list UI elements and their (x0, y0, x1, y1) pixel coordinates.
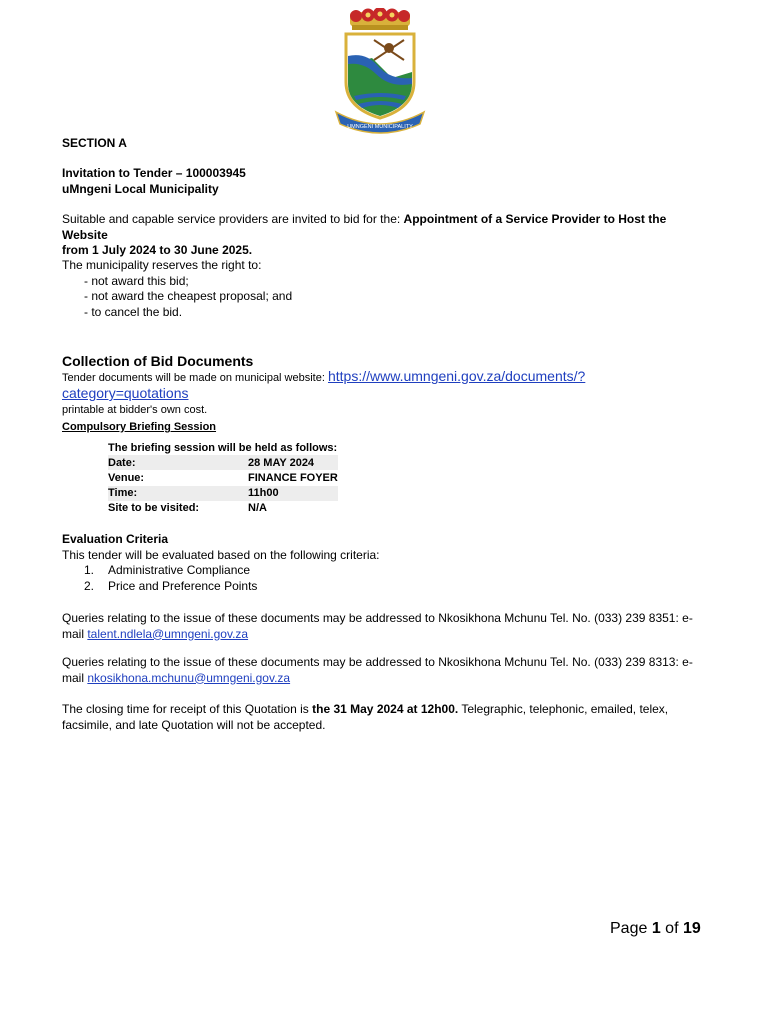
invitation-title: Invitation to Tender – 100003945 (62, 166, 246, 180)
reserves-lead: The municipality reserves the right to: (62, 258, 262, 272)
reserves-item: - to cancel the bid. (84, 304, 183, 319)
collection-text: Tender documents will be made on municipal website: (62, 372, 328, 384)
queries-paragraph-2 (62, 655, 702, 686)
reserves-block (62, 258, 702, 320)
closing-text-after: Telegraphic, telephonic, emailed, telex, (458, 702, 669, 716)
list-text: Administrative Compliance (108, 563, 251, 577)
email-link-talent[interactable]: talent.ndlela@umngeni.gov.za (87, 626, 249, 641)
briefing-label: Site to be visited: (108, 502, 200, 515)
list-item (84, 563, 702, 579)
briefing-label: Venue: (108, 471, 145, 484)
reserves-item: - not award the cheapest proposal; and (84, 289, 293, 303)
closing-paragraph (62, 702, 702, 733)
collection-paragraph (62, 369, 702, 418)
queries-prefix: mail (62, 626, 88, 641)
briefing-table-wrap (108, 440, 408, 516)
municipality-name: uMngeni Local Municipality (62, 181, 219, 196)
table-row (108, 455, 338, 470)
collection-heading: Collection of Bid Documents (62, 353, 254, 369)
briefing-value: 11h00 (248, 486, 338, 501)
intro-text: Suitable and capable service providers are invited to bid for the: (62, 212, 404, 226)
table-row (108, 470, 338, 485)
page-number (610, 920, 701, 938)
reserves-item: - not award this bid; (84, 273, 189, 288)
evaluation-block (62, 532, 702, 594)
briefing-label: Date: (108, 455, 248, 470)
table-row (108, 501, 338, 516)
list-text: Price and Preference Points (108, 578, 258, 593)
evaluation-lead: This tender will be evaluated based on the following criteria: (62, 547, 380, 562)
page-of: of (660, 920, 683, 937)
briefing-value: 28 MAY 2024 (248, 455, 338, 470)
briefing-table (108, 440, 338, 516)
closing-text: The closing time for receipt of this Quotation is (62, 702, 313, 716)
queries-paragraph-1 (62, 611, 702, 642)
queries-prefix: mail (62, 670, 88, 685)
municipality-crest-logo (332, 8, 428, 136)
page-current: 1 (651, 920, 661, 937)
list-number: 1. (84, 563, 95, 577)
intro-bold-line1: Appointment of a Service Provider to Host the Website (62, 212, 667, 242)
briefing-heading: Compulsory Briefing Session (62, 421, 217, 433)
list-item (84, 579, 702, 595)
briefing-lead: The briefing session will be held as follows: (108, 441, 338, 454)
intro-bold-line2: from 1 July 2024 to 30 June 2025. (62, 243, 253, 257)
svg-text:UMNGENI MUNICIPALITY: UMNGENI MUNICIPALITY (347, 124, 413, 130)
table-row (108, 486, 338, 501)
briefing-value: FINANCE FOYER (248, 471, 338, 484)
evaluation-heading: Evaluation Criteria (62, 532, 169, 546)
closing-bold: the 31 May 2024 at 12h00. (312, 702, 459, 716)
crest-crown (350, 8, 410, 30)
invitation-block (62, 166, 702, 197)
page-label: Page (610, 920, 652, 937)
section-label: SECTION A (62, 136, 127, 150)
page-total: 19 (682, 920, 701, 937)
briefing-value: N/A (248, 502, 267, 515)
intro-paragraph (62, 212, 702, 259)
closing-line2: facsimile, and late Quotation will not be accepted. (62, 717, 326, 732)
list-number: 2. (84, 578, 95, 593)
crest-shield (346, 34, 414, 118)
documents-url-link[interactable]: https://www.umngeni.gov.za/documents/?category=quotations (62, 368, 586, 401)
queries-text: Queries relating to the issue of these documents may be addressed to Nkosikhona Mchunu Tel. No. (033) 239 8351: e- (62, 611, 693, 625)
briefing-label: Time: (108, 486, 248, 501)
queries-text: Queries relating to the issue of these documents may be addressed to Nkosikhona Mchunu Tel. No. (033) 239 8313: e- (62, 655, 693, 669)
collection-text2: printable at bidder's own cost. (62, 404, 208, 416)
email-link-nkosikhona[interactable]: nkosikhona.mchunu@umngeni.gov.za (87, 670, 291, 685)
